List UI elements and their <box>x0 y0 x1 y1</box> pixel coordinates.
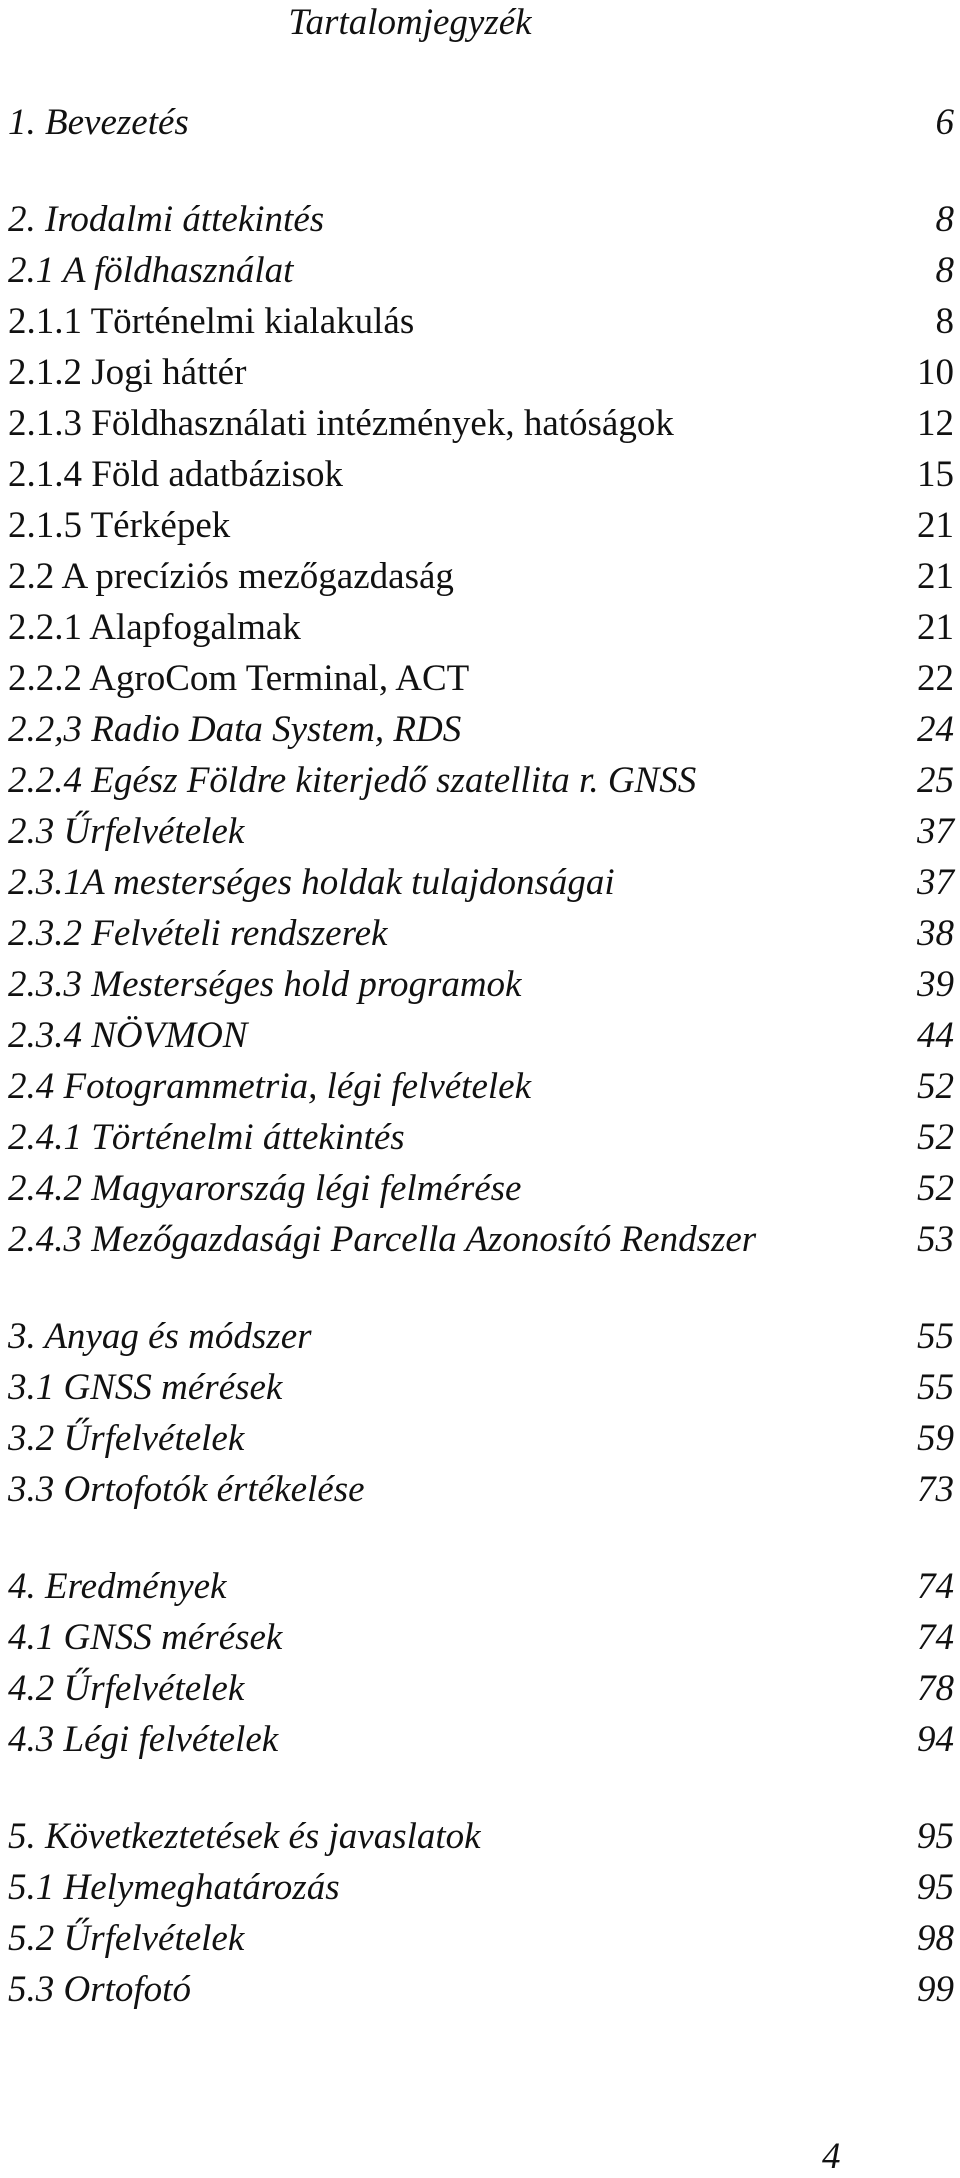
toc-entry <box>8 756 954 806</box>
toc-entry <box>8 705 954 755</box>
toc-entry-label: 5.2 Űrfelvételek <box>8 1918 245 1959</box>
toc-entry-label: 4.2 Űrfelvételek <box>8 1668 245 1709</box>
toc-entry-label: 1. Bevezetés <box>8 102 189 143</box>
toc-entry-label: 3.3 Ortofotók értékelése <box>8 1469 365 1510</box>
toc-entry <box>8 909 954 959</box>
toc-entry-label: 2.2.4 Egész Földre kiterjedő szatellita r. GNSS <box>8 760 697 801</box>
toc-entry-page: 8 <box>935 301 954 342</box>
toc-entry <box>8 1062 954 1112</box>
toc-entry <box>8 297 954 347</box>
toc-entry-label: 2.1.1 Történelmi kialakulás <box>8 301 415 342</box>
toc-entry-label: 2.4 Fotogrammetria, légi felvételek <box>8 1066 531 1107</box>
toc-entry-label: 5.3 Ortofotó <box>8 1969 191 2010</box>
toc-entry-page: 25 <box>917 760 954 801</box>
toc-entry-page: 98 <box>917 1918 954 1959</box>
toc-entry <box>8 1965 954 2015</box>
toc-entry-label: 2.2 A precíziós mezőgazdaság <box>8 556 454 597</box>
toc-entry-page: 95 <box>917 1816 954 1857</box>
toc-entry-page: 59 <box>917 1418 954 1459</box>
toc-entry-page: 12 <box>917 403 954 444</box>
toc-entry <box>8 1215 954 1265</box>
toc-entry <box>8 1011 954 1061</box>
toc-entry-label: 3.2 Űrfelvételek <box>8 1418 245 1459</box>
toc-entry-page: 95 <box>917 1867 954 1908</box>
toc-entry-label: 2.3.3 Mesterséges hold programok <box>8 964 522 1005</box>
toc-entry-page: 24 <box>917 709 954 750</box>
toc-entry-label: 2.3 Űrfelvételek <box>8 811 245 852</box>
toc-entry-page: 53 <box>917 1219 954 1260</box>
toc-entry <box>8 1664 954 1714</box>
toc-entry <box>8 858 954 908</box>
toc-entry-page: 52 <box>917 1168 954 1209</box>
toc-entry-label: 2.2.1 Alapfogalmak <box>8 607 301 648</box>
toc-entry <box>8 1164 954 1214</box>
toc-entry <box>8 348 954 398</box>
toc-entry <box>8 807 954 857</box>
toc-entry <box>8 1465 954 1515</box>
toc-entry <box>8 1113 954 1163</box>
toc-entry <box>8 960 954 1010</box>
toc-entry-page: 21 <box>917 607 954 648</box>
toc-entry-page: 39 <box>917 964 954 1005</box>
toc-entry <box>8 1414 954 1464</box>
toc-entry-page: 55 <box>917 1316 954 1357</box>
toc-entry-label: 3.1 GNSS mérések <box>8 1367 283 1408</box>
toc-entry-page: 94 <box>917 1719 954 1760</box>
toc-entry <box>8 98 954 148</box>
toc-entry-label: 4.1 GNSS mérések <box>8 1617 283 1658</box>
toc-entry-page: 37 <box>917 811 954 852</box>
toc-entry-label: 2. Irodalmi áttekintés <box>8 199 325 240</box>
toc-entry <box>8 552 954 602</box>
toc-entry-page: 8 <box>935 250 954 291</box>
toc-entry-page: 6 <box>935 102 954 143</box>
toc-entry-label: 4. Eredmények <box>8 1566 227 1607</box>
toc-entry-page: 21 <box>917 556 954 597</box>
toc-entry-page: 78 <box>917 1668 954 1709</box>
toc-entry-page: 55 <box>917 1367 954 1408</box>
toc-entry-label: 2.1.5 Térképek <box>8 505 231 546</box>
toc-entry-label: 2.3.2 Felvételi rendszerek <box>8 913 388 954</box>
toc-entry <box>8 1812 954 1862</box>
toc-entry-label: 2.4.2 Magyarország légi felmérése <box>8 1168 522 1209</box>
toc-entry-label: 5.1 Helymeghatározás <box>8 1867 340 1908</box>
toc-entry <box>8 450 954 500</box>
toc-entry <box>8 1863 954 1913</box>
toc-entry-label: 2.3.4 NÖVMON <box>8 1015 248 1056</box>
toc-entry-page: 44 <box>917 1015 954 1056</box>
page-number: 4 <box>822 2136 841 2177</box>
toc-entry-label: 2.1.3 Földhasználati intézmények, hatóságok <box>8 403 674 444</box>
toc-entry-label: 2.1.4 Föld adatbázisok <box>8 454 344 495</box>
toc-entry-page: 52 <box>917 1117 954 1158</box>
toc-entry-page: 10 <box>917 352 954 393</box>
toc-entry <box>8 654 954 704</box>
toc-entry <box>8 603 954 653</box>
toc-entry <box>8 246 954 296</box>
toc-entry-label: 2.1 A földhasználat <box>8 250 294 291</box>
toc-entry-label: 3. Anyag és módszer <box>8 1316 312 1357</box>
toc-entry <box>8 1312 954 1362</box>
toc-entry-page: 73 <box>917 1469 954 1510</box>
toc-entry-page: 74 <box>917 1617 954 1658</box>
toc-entry <box>8 501 954 551</box>
toc-entry-label: 2.4.3 Mezőgazdasági Parcella Azonosító Rendszer <box>8 1219 757 1260</box>
toc-entry <box>8 399 954 449</box>
toc-entry <box>8 1363 954 1413</box>
toc-entry-page: 38 <box>917 913 954 954</box>
toc-entry-label: 2.3.1A mesterséges holdak tulajdonságai <box>8 862 615 903</box>
toc-entry-label: 2.4.1 Történelmi áttekintés <box>8 1117 405 1158</box>
toc-entry-page: 22 <box>917 658 954 699</box>
toc-entry-label: 2.2.2 AgroCom Terminal, ACT <box>8 658 470 699</box>
toc-entry-page: 52 <box>917 1066 954 1107</box>
toc-entry-label: 5. Következtetések és javaslatok <box>8 1816 481 1857</box>
toc-entry <box>8 1715 954 1765</box>
toc-entry-page: 8 <box>935 199 954 240</box>
toc-entry-page: 21 <box>917 505 954 546</box>
page-title: Tartalomjegyzék <box>288 2 532 43</box>
toc-entry-page: 99 <box>917 1969 954 2010</box>
toc-entry <box>8 1914 954 1964</box>
toc-entry-page: 15 <box>917 454 954 495</box>
toc-entry-page: 37 <box>917 862 954 903</box>
toc-entry <box>8 195 954 245</box>
toc-entry-label: 4.3 Légi felvételek <box>8 1719 279 1760</box>
toc-entry-label: 2.1.2 Jogi háttér <box>8 352 247 393</box>
toc-entry <box>8 1562 954 1612</box>
toc-entry-label: 2.2,3 Radio Data System, RDS <box>8 709 462 750</box>
toc-entry-page: 74 <box>917 1566 954 1607</box>
toc-entry <box>8 1613 954 1663</box>
